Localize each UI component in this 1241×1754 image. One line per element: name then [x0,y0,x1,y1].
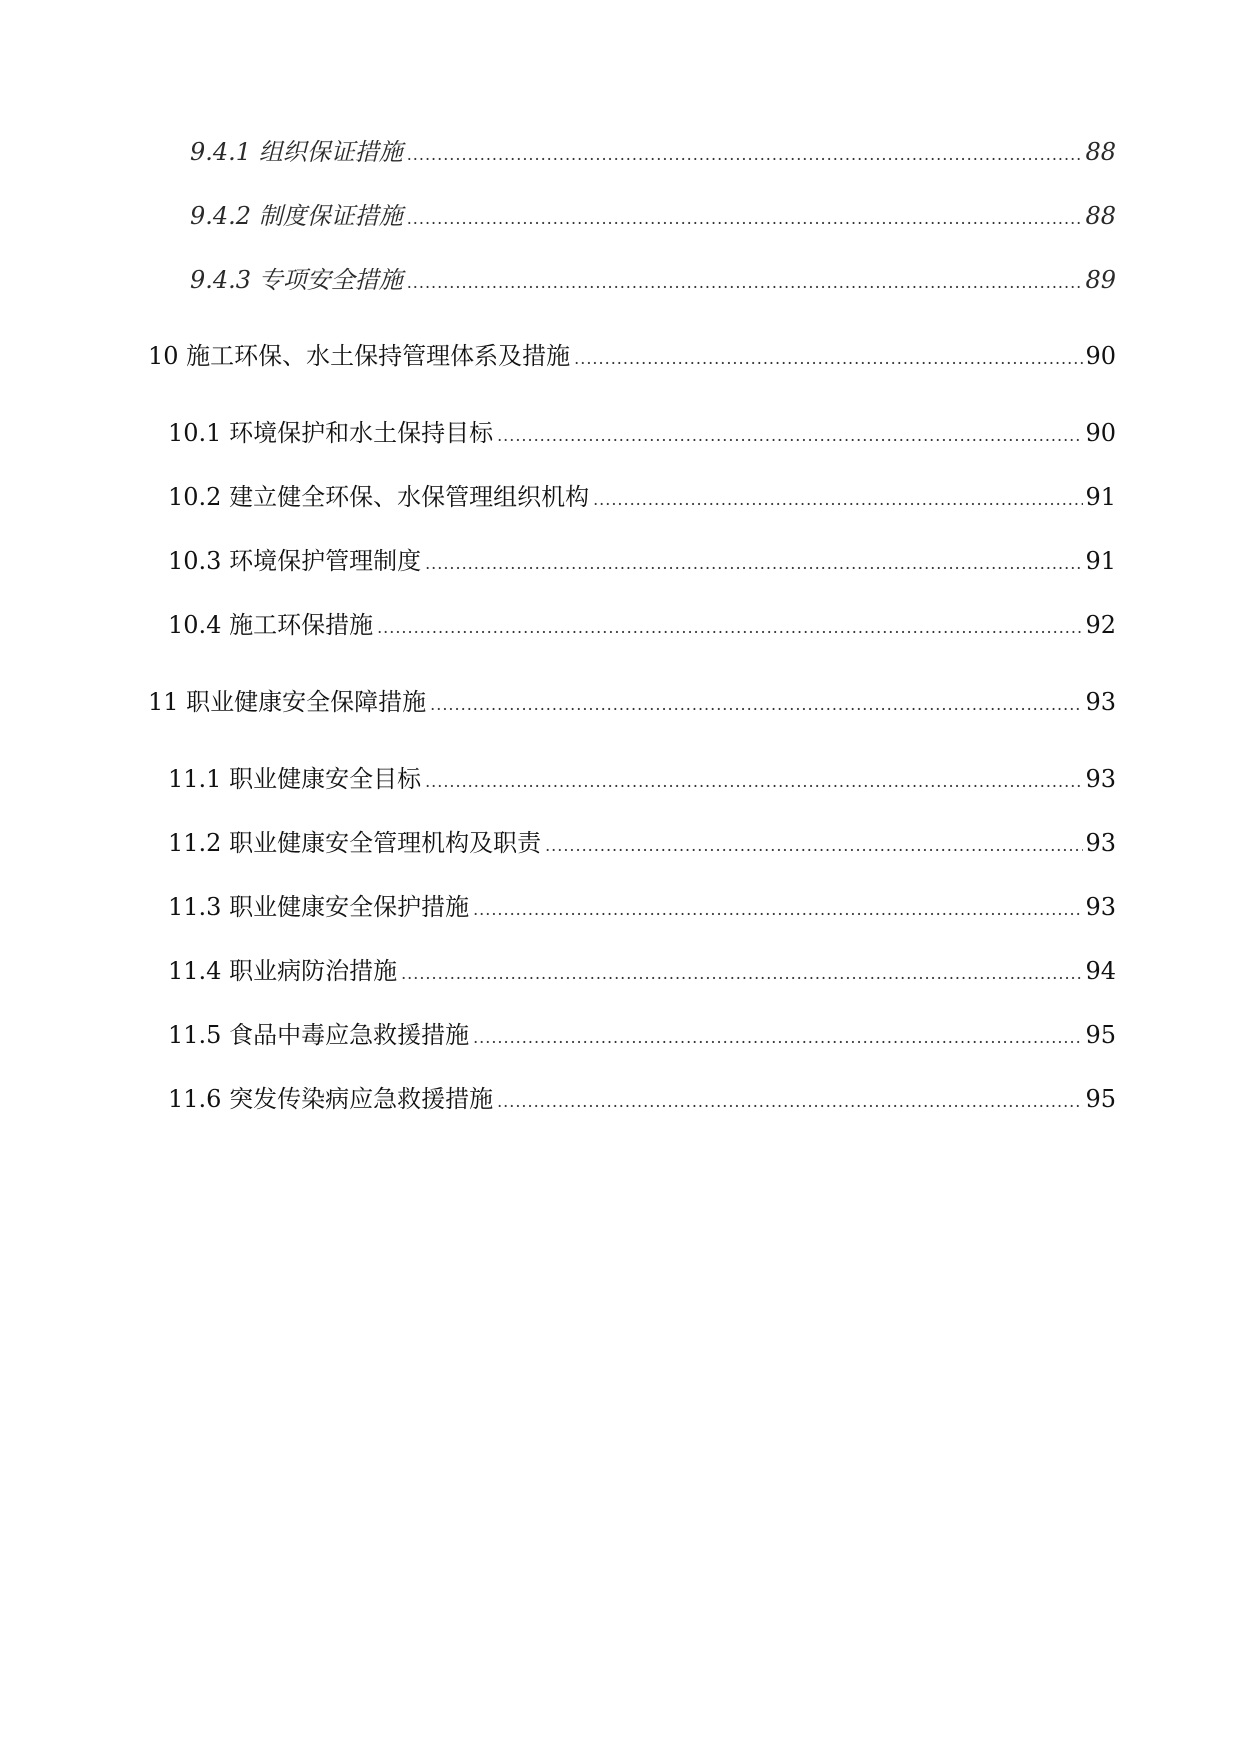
toc-entry-title: 9.4.3 专项安全措施 [190,266,403,294]
leader-dots [497,1087,1083,1117]
toc-entry-10-4[interactable] [168,610,1116,643]
toc-entry-title: 9.4.1 组织保证措施 [190,138,403,166]
toc-page-number: 88 [1085,138,1116,166]
leader-dots [473,1023,1083,1053]
toc-entry-11-4[interactable] [168,956,1116,989]
leader-dots [430,690,1083,720]
toc-entry-title: 10.2 建立健全环保、水保管理组织机构 [168,483,590,511]
toc-page-number: 92 [1085,611,1116,639]
toc-page-number: 91 [1085,483,1116,511]
toc-page-number: 90 [1085,419,1116,447]
toc-entry-title: 11 职业健康安全保障措施 [148,688,427,716]
toc-entry-10-2[interactable] [168,482,1116,515]
toc-entry-title: 11.5 食品中毒应急救援措施 [168,1021,470,1049]
leader-dots [473,895,1083,925]
toc-entry-title: 11.4 职业病防治措施 [168,957,398,985]
leader-dots [377,613,1083,643]
toc-entry-11-2[interactable] [168,828,1116,861]
toc-page-number: 91 [1085,547,1116,575]
leader-dots [545,831,1083,861]
leader-dots [407,204,1084,234]
toc-entry-title: 9.4.2 制度保证措施 [190,202,403,230]
toc-entry-title: 11.2 职业健康安全管理机构及职责 [168,829,542,857]
toc-page-number: 90 [1085,342,1116,370]
leader-dots [401,959,1083,989]
toc-entry-11-5[interactable] [168,1020,1116,1053]
toc-entry-10[interactable] [148,341,1116,374]
toc-page-number: 93 [1085,688,1116,716]
toc-entry-title: 10 施工环保、水土保持管理体系及措施 [148,342,571,370]
toc-entry-9-4-1[interactable] [190,137,1116,170]
toc-entry-9-4-3[interactable] [190,265,1116,298]
toc-entry-11-3[interactable] [168,892,1116,925]
toc-page-number: 94 [1085,957,1116,985]
toc-entry-title: 10.4 施工环保措施 [168,611,374,639]
toc-page-number: 93 [1085,829,1116,857]
toc-entry-9-4-2[interactable] [190,201,1116,234]
toc-entry-11[interactable] [148,687,1116,720]
toc-page-number: 88 [1085,202,1116,230]
toc-entry-title: 11.6 突发传染病应急救援措施 [168,1085,494,1113]
toc-entry-11-6[interactable] [168,1084,1116,1117]
leader-dots [407,140,1084,170]
toc-entry-10-3[interactable] [168,546,1116,579]
toc-page-number: 93 [1085,765,1116,793]
toc-page-number: 89 [1085,266,1116,294]
toc-page-number: 95 [1085,1085,1116,1113]
leader-dots [407,268,1084,298]
toc-entry-title: 11.3 职业健康安全保护措施 [168,893,470,921]
toc-entry-10-1[interactable] [168,418,1116,451]
leader-dots [425,549,1083,579]
leader-dots [497,421,1083,451]
leader-dots [593,485,1083,515]
toc-page-number: 93 [1085,893,1116,921]
leader-dots [574,344,1083,374]
leader-dots [425,767,1083,797]
toc-entry-title: 10.3 环境保护管理制度 [168,547,422,575]
toc-entry-title: 11.1 职业健康安全目标 [168,765,422,793]
toc-page-number: 95 [1085,1021,1116,1049]
toc-entry-title: 10.1 环境保护和水土保持目标 [168,419,494,447]
toc-entry-11-1[interactable] [168,764,1116,797]
